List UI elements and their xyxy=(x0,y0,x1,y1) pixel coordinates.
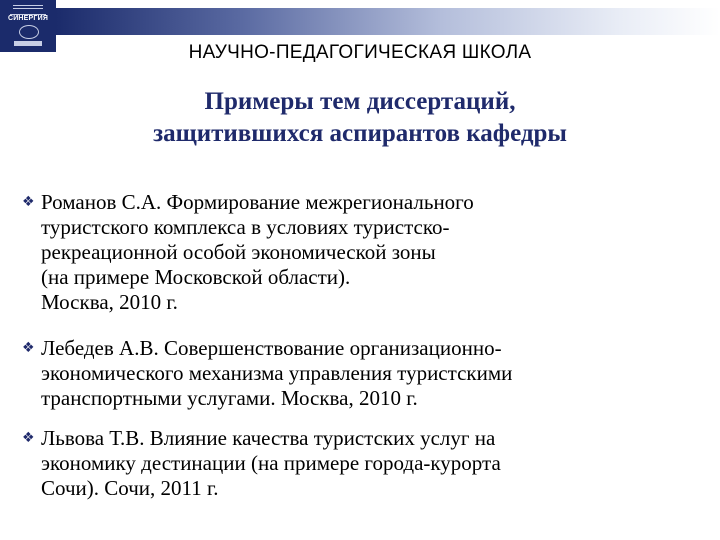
item-text-line: Львова Т.В. Влияние качества туристских услуг на xyxy=(41,426,496,450)
item-text-line: туристского комплекса в условиях туристско- xyxy=(41,215,450,239)
item-text-line: транспортными услугами. Москва, 2010 г. xyxy=(41,386,418,410)
diamond-bullet-icon: ❖ xyxy=(22,194,35,210)
list-item xyxy=(22,426,702,501)
list-item xyxy=(22,190,702,336)
logo-crest-lines xyxy=(10,3,46,15)
school-heading: НАУЧНО-ПЕДАГОГИЧЕСКАЯ ШКОЛА xyxy=(188,42,532,63)
item-text-line: Лебедев А.В. Совершенствование организационно- xyxy=(41,336,502,360)
diamond-bullet-icon: ❖ xyxy=(22,430,35,446)
slide-title xyxy=(40,86,680,150)
logo-wordmark: СИНЕРГИЯ xyxy=(7,15,49,22)
item-text-line: Сочи). Сочи, 2011 г. xyxy=(41,476,219,500)
item-text-line: экономику дестинации (на примере города-курорта xyxy=(41,451,501,475)
list-item xyxy=(22,336,702,426)
item-text-line: Москва, 2010 г. xyxy=(41,290,178,314)
logo-emblem-icon xyxy=(19,25,39,39)
header-gradient-bar xyxy=(56,8,720,35)
dissertation-list xyxy=(22,190,702,501)
item-text-line: рекреационной особой экономической зоны xyxy=(41,240,436,264)
diamond-bullet-icon: ❖ xyxy=(22,340,35,356)
slide-title-line: защитившихся аспирантов кафедры xyxy=(153,120,567,147)
item-text-line: Романов С.А. Формирование межрегионального xyxy=(41,190,474,214)
item-text-line: (на примере Московской области). xyxy=(41,265,351,289)
item-text-line: экономического механизма управления туристскими xyxy=(41,361,513,385)
slide-title-line: Примеры тем диссертаций, xyxy=(204,88,516,115)
